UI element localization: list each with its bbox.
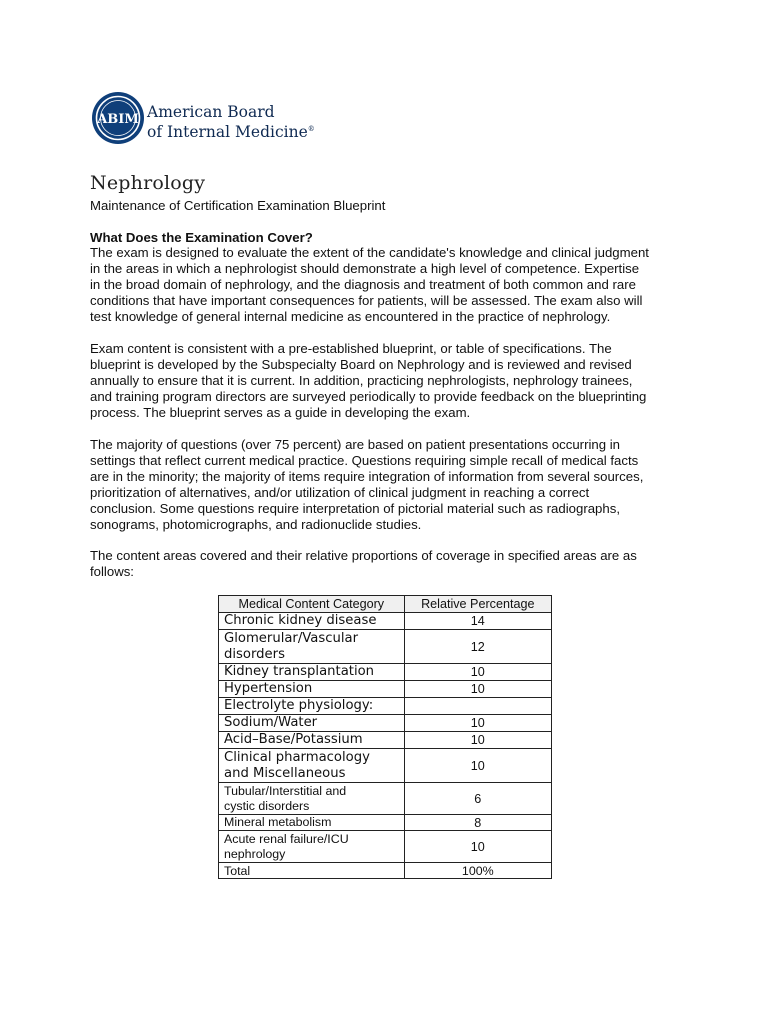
category-cell: Clinical pharmacology and Miscellaneous [219, 749, 405, 783]
percentage-cell: 10 [404, 749, 551, 783]
table-row [219, 664, 552, 681]
percentage-cell: 10 [404, 715, 551, 732]
category-cell: Mineral metabolism [219, 815, 405, 831]
percentage-cell: 10 [404, 831, 551, 863]
org-name-line1: American Board [147, 103, 275, 121]
abim-seal-icon [91, 91, 145, 145]
percentage-cell: 10 [404, 732, 551, 749]
category-cell: Electrolyte physiology: [219, 698, 405, 715]
paragraph-content-intro: The content areas covered and their relative proportions of coverage in specified areas are as follows: [90, 548, 637, 579]
paragraph-blueprint: Exam content is consistent with a pre-established blueprint, or table of specifications. The blueprint is developed by the Subspecialty Board on Nephrology and is reviewed and revised annually to ensure that it is current. In addition, practicing nephrologists, nephrology trainees, and training program directors are surveyed periodically to provide feedback on the blueprinting process. The blueprint serves as a guide in developing the exam. [90, 341, 647, 420]
percentage-cell: 10 [404, 664, 551, 681]
blueprint-table [218, 595, 552, 879]
table-row [219, 715, 552, 732]
percentage-cell [404, 698, 551, 715]
registered-mark: ® [307, 125, 315, 133]
total-label-cell: Total [219, 863, 405, 879]
seal-text: ABIM [97, 112, 139, 127]
category-cell: Sodium/Water [219, 715, 405, 732]
category-cell: Glomerular/Vascular disorders [219, 630, 405, 664]
category-cell: Chronic kidney disease [219, 613, 405, 630]
percentage-cell: 14 [404, 613, 551, 630]
category-cell: Acute renal failure/ICU nephrology [219, 831, 405, 863]
table-row [219, 783, 552, 815]
table-row [219, 630, 552, 664]
page-subtitle: Maintenance of Certification Examination Blueprint [90, 198, 386, 213]
table-row [219, 831, 552, 863]
table-row [219, 815, 552, 831]
paragraph-question-types: The majority of questions (over 75 percent) are based on patient presentations occurring in settings that reflect current medical practice. Questions requiring simple recall of medical facts are in the minority; the majority of items require integration of information from several sources, prioritization of alternatives, and/or utilization of clinical judgment in reaching a correct conclusion. Some questions require interpretation of pictorial material such as radiographs, sonograms, photomicrographs, and radionuclide studies. [90, 437, 644, 532]
category-cell: Hypertension [219, 681, 405, 698]
table-row [219, 613, 552, 630]
org-name [147, 104, 315, 141]
table-total-row [219, 863, 552, 879]
percentage-cell: 8 [404, 815, 551, 831]
section-heading: What Does the Examination Cover? [90, 230, 313, 245]
paragraph-exam-purpose: The exam is designed to evaluate the extent of the candidate's knowledge and clinical judgment in the areas in which a nephrologist should demonstrate a high level of competence. Expertise in the broad domain of nephrology, and the diagnosis and treatment of both common and rare conditions that have important consequences for patients, will be assessed. The exam also will test knowledge of general internal medicine as encountered in the practice of nephrology. [90, 245, 649, 324]
category-cell: Tubular/Interstitial and cystic disorders [219, 783, 405, 815]
table-header-category: Medical Content Category [219, 596, 405, 613]
abim-logo [91, 88, 315, 148]
category-cell: Kidney transplantation [219, 664, 405, 681]
percentage-cell: 10 [404, 681, 551, 698]
table-row [219, 681, 552, 698]
table-row [219, 698, 552, 715]
table-row [219, 732, 552, 749]
total-value-cell: 100% [404, 863, 551, 879]
table-row [219, 749, 552, 783]
org-name-line2: of Internal Medicine [147, 123, 308, 142]
percentage-cell: 12 [404, 630, 551, 664]
category-cell: Acid–Base/Potassium [219, 732, 405, 749]
table-header-percentage: Relative Percentage [404, 596, 551, 613]
page-title: Nephrology [90, 172, 206, 194]
percentage-cell: 6 [404, 783, 551, 815]
table-header-row [219, 596, 552, 613]
